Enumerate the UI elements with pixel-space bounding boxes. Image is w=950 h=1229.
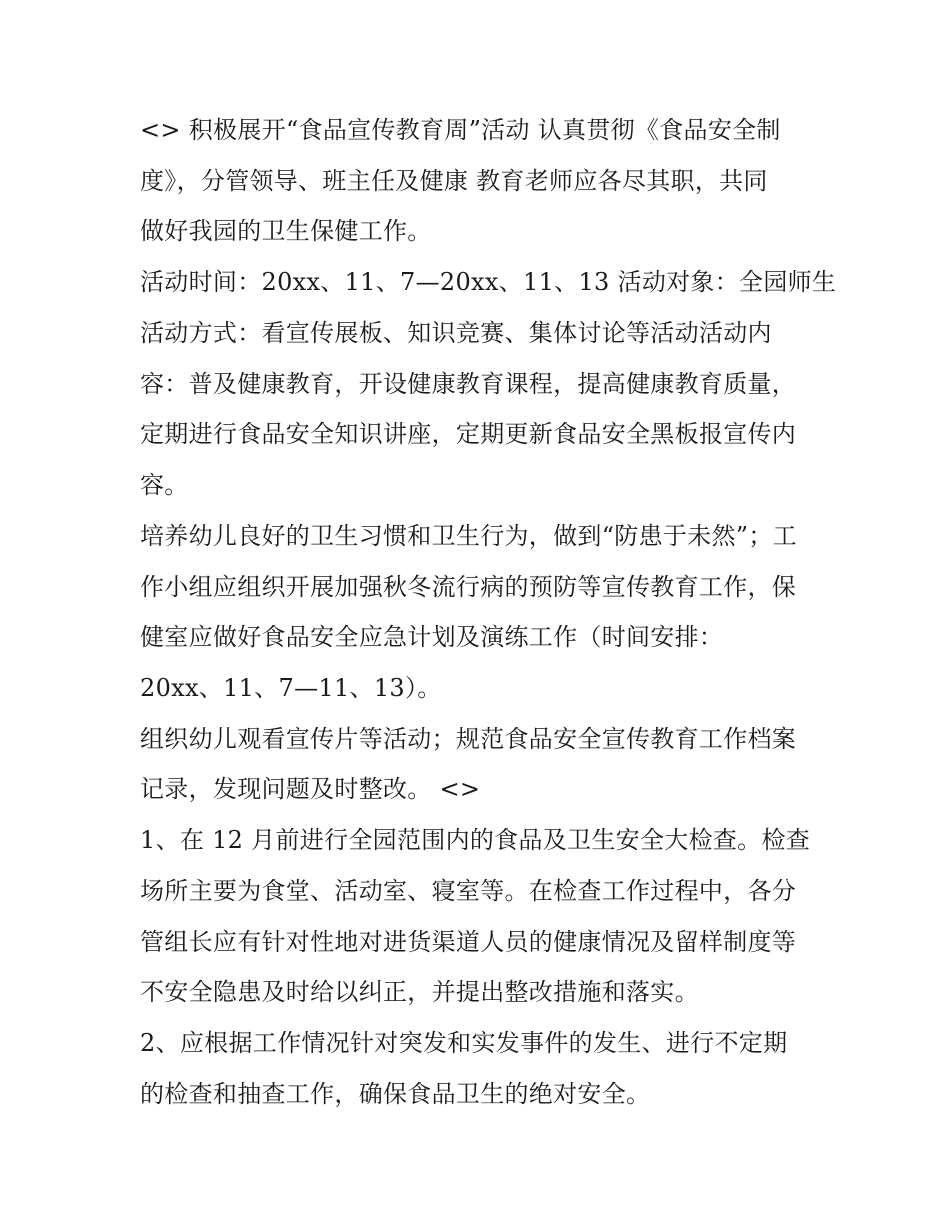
- item-2-line-2: 的检查和抽查工作，确保食品卫生的绝对安全。: [140, 1080, 651, 1108]
- paragraph-1-line-2: 度》，分管领导、班主任及健康 教育老师应各尽其职，共同: [140, 167, 768, 195]
- paragraph-1-line-3: 做好我园的卫生保健工作。: [140, 217, 432, 245]
- item-1-line-2: 场所主要为食堂、活动室、寝室等。在检查工作过程中，各分: [140, 877, 797, 905]
- paragraph-2-line-3: 容：普及健康教育，开设健康教育课程，提高健康教育质量，: [140, 370, 797, 398]
- paragraph-4-line-2: 记录，发现问题及时整改。 <>: [140, 775, 481, 803]
- paragraph-2-line-2: 活动方式：看宣传展板、知识竞赛、集体讨论等活动活动内: [140, 319, 772, 347]
- item-1-line-4: 不安全隐患及时给以纠正，并提出整改措施和落实。: [140, 978, 699, 1006]
- paragraph-2-line-4: 定期进行食品安全知识讲座，定期更新食品安全黑板报宣传内: [140, 420, 797, 448]
- paragraph-3-line-2: 作小组应组织开展加强秋冬流行病的预防等宣传教育工作，保: [140, 573, 797, 601]
- paragraph-3-line-4: 20xx、11、7—11、13）。: [140, 674, 442, 702]
- item-1-line-3: 管组长应有针对性地对进货渠道人员的健康情况及留样制度等: [140, 928, 797, 956]
- paragraph-4-line-1: 组织幼儿观看宣传片等活动；规范食品安全宣传教育工作档案: [140, 725, 797, 753]
- paragraph-2-line-1: 活动时间：20xx、11、7—20xx、11、13 活动对象：全园师生: [140, 268, 837, 296]
- paragraph-1-line-1: <> 积极展开“食品宣传教育周”活动 认真贯彻《食品安全制: [140, 116, 781, 144]
- paragraph-3-line-1: 培养幼儿良好的卫生习惯和卫生行为，做到“防患于未然”；工: [140, 522, 797, 550]
- paragraph-3-line-3: 健室应做好食品安全应急计划及演练工作（时间安排：: [140, 623, 724, 651]
- item-1-line-1: 1、在 12 月前进行全园范围内的食品及卫生安全大检查。检查: [140, 826, 811, 854]
- paragraph-2-line-5: 容。: [140, 471, 189, 499]
- item-2-line-1: 2、应根据工作情况针对突发和实发事件的发生、进行不定期: [140, 1029, 788, 1057]
